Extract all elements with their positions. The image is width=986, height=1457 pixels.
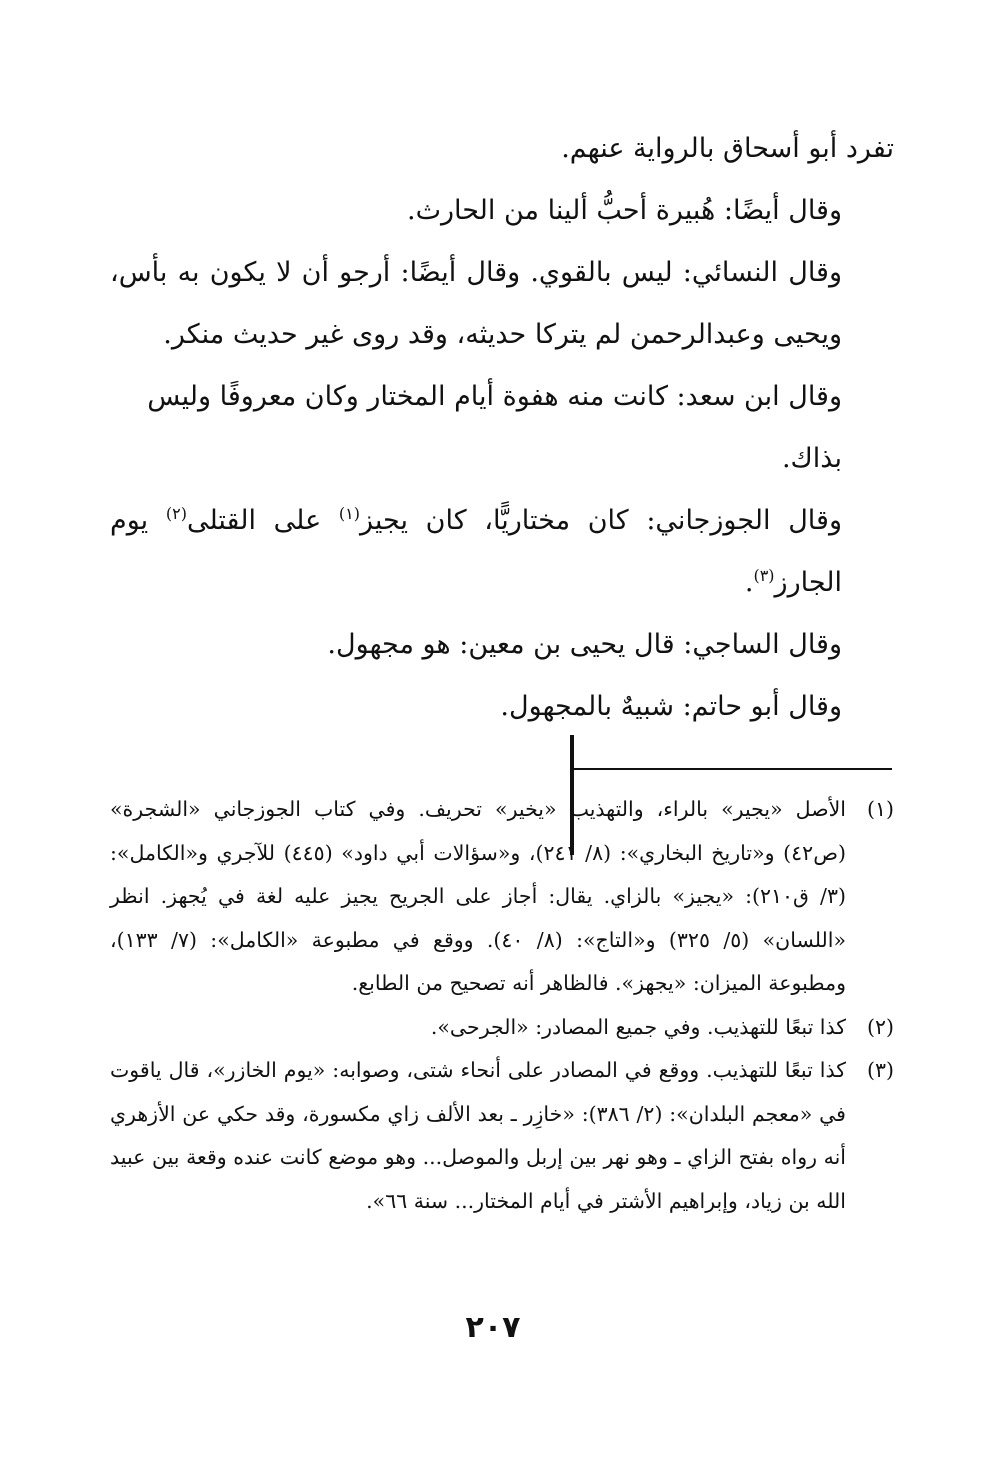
footnote-ref: (٣): [753, 566, 775, 585]
paragraph-text: يوم الجارز: [110, 505, 842, 598]
footnote-number: (٢): [866, 1014, 894, 1039]
footnote-number: (١): [866, 797, 894, 821]
paragraph-text: وقال الجوزجاني: كان مختاريًّا، كان يجيز: [359, 505, 842, 536]
footnote-ref: (٢): [165, 504, 187, 523]
paragraph: وقال الساجي: قال يحيى بن معين: هو مجهول.: [327, 629, 842, 660]
paragraph: [110, 490, 894, 614]
main-text: [110, 118, 894, 738]
footnotes: [110, 788, 894, 1223]
paragraph: تفرد أبو أسحاق بالرواية عنهم.: [561, 133, 894, 164]
paragraph: وقال النسائي: ليس بالقوي. وقال أيضًا: أرجو أن لا يكون به بأس، ويحيى وعبدالرحمن لم يتركا حديثه، وقد روى غير حديث منكر.: [110, 257, 842, 350]
page-number: ٢٠٧: [465, 1310, 521, 1345]
footnote: [110, 1006, 894, 1050]
paragraph-text: .: [744, 567, 754, 598]
footnote-text: كذا تبعًا للتهذيب. ووقع في المصادر على أنحاء شتى، وصوابه: «يوم الخازر»، قال ياقوت في «معجم البلدان»: (٢/ ٣٨٦): «خازِر ـ بعد الألف زاي مكسورة، وقد حكي عن الأزهري أنه رواه بفتح الزاي ـ وهو نهر بين إربل والموصل... وهو موضع كانت عنده وقعة بين عبيد الله بن زياد، وإبراهيم الأشتر في أيام المختار... سنة ٦٦».: [110, 1058, 846, 1213]
footnote-ref: (١): [338, 504, 360, 523]
paragraph: وقال ابن سعد: كانت منه هفوة أيام المختار وكان معروفًا وليس بذاك.: [147, 381, 842, 474]
paragraph: وقال أيضًا: هُبيرة أحبُّ ألينا من الحارث.: [406, 195, 842, 226]
footnote-text: الأصل «يجير» بالراء، والتهذيب «يخير» تحريف. وفي كتاب الجوزجاني «الشجرة» (ص٤٢) و«تاريخ البخاري»: (٨/ ٢٤١)، و«سؤالات أبي داود» (٤٤٥) للآجري و«الكامل»: (٣/ ق٢١٠): «يجيز» بالزاي. يقال: أجاز على الجريح يجيز عليه لغة في يُجهز. انظر «اللسان» (٥/ ٣٢٥) و«التاج»: (٨/ ٤٠). ووقع في مطبوعة «الكامل»: (٧/ ١٣٣)، ومطبوعة الميزان: «يجهز». فالظاهر أنه تصحيح من الطابع.: [110, 797, 846, 995]
footnote-separator: [572, 768, 892, 770]
footnote: [110, 788, 894, 1006]
paragraph: وقال أبو حاتم: شبيهٌ بالمجهول.: [500, 691, 842, 722]
footnote: [110, 1049, 894, 1223]
footnote-text: كذا تبعًا للتهذيب. وفي جميع المصادر: «الجرحى».: [430, 1014, 846, 1039]
footnote-number: (٣): [866, 1058, 894, 1082]
paragraph-text: على القتلى: [186, 505, 339, 536]
